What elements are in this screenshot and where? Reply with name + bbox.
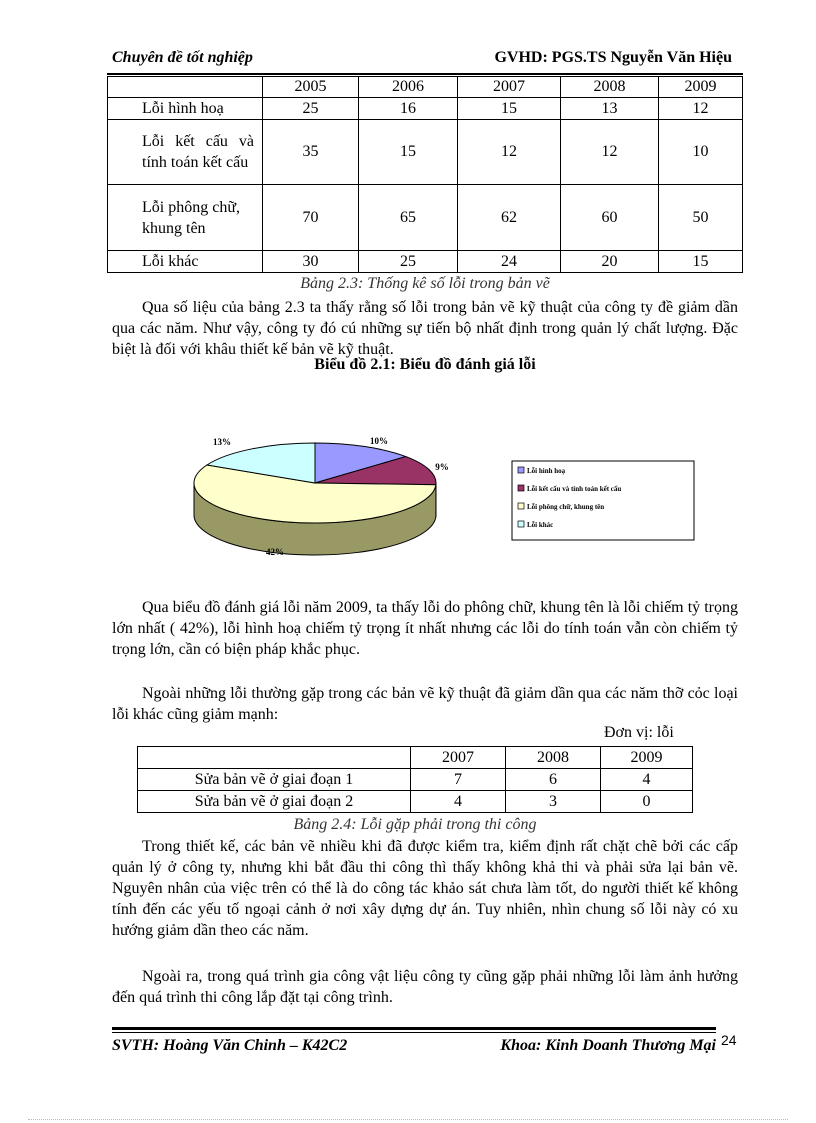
table-cell: 60 <box>561 185 659 251</box>
table-cell: 10 <box>659 120 743 185</box>
table-cell: 4 <box>411 791 506 813</box>
row-label: Lỗi hình hoạ <box>108 98 263 120</box>
table-row <box>108 185 743 251</box>
table-row <box>138 791 693 813</box>
table-header-row <box>138 747 693 769</box>
legend-swatch <box>518 467 524 473</box>
year-header: 2008 <box>561 77 659 98</box>
year-header: 2006 <box>359 77 458 98</box>
table-cell: 12 <box>659 98 743 120</box>
row-label: Sửa bản vẽ ở giai đoạn 1 <box>138 769 411 791</box>
paragraph: Ngoài những lỗi thường gặp trong các bản vẽ kỹ thuật đã giảm dần qua các năm thỡ cỏc loại lỗi khác cũng giảm mạnh: <box>112 685 738 723</box>
table-cell: 15 <box>659 251 743 273</box>
pie-data-label: 10% <box>370 436 388 446</box>
year-header: 2009 <box>659 77 743 98</box>
table-cell: 3 <box>506 791 601 813</box>
footer-right-text: Khoa: Kinh Doanh Thương Mại <box>500 1037 716 1054</box>
year-header: 2008 <box>506 747 601 769</box>
row-label: Lỗi kết cấu và tính toán kết cấu <box>108 120 263 185</box>
paragraph: Ngoài ra, trong quá trình gia công vật liệu công ty cũng gặp phải những lỗi làm ảnh hưởng đến quá trình thi công lắp đặt tại công trình. <box>112 968 738 1006</box>
error-stats-table <box>107 76 743 273</box>
footer-left-text: SVTH: Hoàng Văn Chinh – K42C2 <box>112 1037 348 1054</box>
table-row <box>138 769 693 791</box>
paragraph: Trong thiết kế, các bản vẽ nhiều khi đã được kiểm tra, kiểm định rất chặt chẽ bởi các cấp quản lý ở công ty, nhưng khi bắt đầu thi công thì thấy không khả thi và phải sửa lại bản vẽ. Nguyên nhân của việc trên có thể là do công tác khảo sát chưa làm tốt, do người thiết kế không tính đến các yếu tố ngoại cảnh ở nơi xây dựng dự án. Tuy nhiên, nhìn chung số lỗi này có xu hướng giảm dần theo các năm. <box>112 838 738 939</box>
construction-error-table <box>137 746 693 813</box>
table-row <box>108 251 743 273</box>
table-cell: 12 <box>458 120 561 185</box>
page-header <box>112 49 732 71</box>
legend-label: Lỗi phông chữ, khung tên <box>527 503 605 511</box>
table-cell: 12 <box>561 120 659 185</box>
year-header: 2007 <box>411 747 506 769</box>
row-label: Sửa bản vẽ ở giai đoạn 2 <box>138 791 411 813</box>
table-cell: 25 <box>359 251 458 273</box>
table-cell: 65 <box>359 185 458 251</box>
pie-chart <box>0 420 816 620</box>
table-cell: 62 <box>458 185 561 251</box>
year-header: 2005 <box>263 77 359 98</box>
footer-rule <box>112 1027 716 1030</box>
table-cell: 50 <box>659 185 743 251</box>
table-cell: 0 <box>601 791 693 813</box>
unit-label: Đơn vị: lỗi <box>604 724 674 741</box>
page-bottom-border <box>28 1119 788 1120</box>
table-cell: 25 <box>263 98 359 120</box>
pie-data-label: 9% <box>435 462 449 472</box>
legend-label: Lỗi kết cấu và tính toán kết cấu <box>527 485 622 493</box>
header-right-text: GVHD: PGS.TS Nguyễn Văn Hiệu <box>494 49 732 66</box>
footer-rule <box>112 1032 716 1033</box>
paragraph: Qua số liệu của bảng 2.3 ta thấy rằng số lỗi trong bản vẽ kỹ thuật của công ty đề giảm dần qua các năm. Như vậy, công ty đó cú những sự tiến bộ nhất định trong quản lý chất lượng. Đặc biệt là đối với khâu thiết kế bản vẽ kỹ thuật. <box>112 299 738 358</box>
legend-swatch <box>518 485 524 491</box>
header-rule <box>107 73 743 75</box>
row-label: Lỗi phông chữ, khung tên <box>108 185 263 251</box>
chart-title: Biểu đồ 2.1: Biểu đồ đánh giá lỗi <box>314 356 536 373</box>
legend-swatch <box>518 503 524 509</box>
table-corner-cell <box>108 77 263 98</box>
table-caption: Bảng 2.4: Lỗi gặp phải trong thi công <box>293 816 537 833</box>
table-cell: 7 <box>411 769 506 791</box>
legend-swatch <box>518 521 524 527</box>
table-cell: 30 <box>263 251 359 273</box>
table-cell: 16 <box>359 98 458 120</box>
table-cell: 35 <box>263 120 359 185</box>
table-header-row <box>108 77 743 98</box>
legend-label: Lỗi hình hoạ <box>527 467 566 475</box>
table-cell: 24 <box>458 251 561 273</box>
row-label: Lỗi khác <box>108 251 263 273</box>
table-corner-cell <box>138 747 411 769</box>
legend-label: Lỗi khác <box>527 521 554 529</box>
table-row <box>108 120 743 185</box>
table-cell: 15 <box>359 120 458 185</box>
table-cell: 20 <box>561 251 659 273</box>
paragraph: Qua biểu đồ đánh giá lỗi năm 2009, ta thấy lỗi do phông chữ, khung tên là lỗi chiếm tỷ trọng lớn nhất ( 42%), lỗi hình hoạ chiếm tỷ trọng ít nhất nhưng các lỗi do tính toán vẫn còn chiếm tỷ trọng lớn, cần có biện pháp khắc phục. <box>112 599 738 658</box>
year-header: 2009 <box>601 747 693 769</box>
pie-data-label: 42% <box>266 547 284 557</box>
header-left-text: Chuyên đề tốt nghiệp <box>112 49 253 66</box>
pie-data-label: 13% <box>213 437 231 447</box>
table-cell: 4 <box>601 769 693 791</box>
table-row <box>108 98 743 120</box>
table-cell: 6 <box>506 769 601 791</box>
table-cell: 15 <box>458 98 561 120</box>
table-cell: 13 <box>561 98 659 120</box>
page-number: 24 <box>721 1032 737 1048</box>
year-header: 2007 <box>458 77 561 98</box>
table-caption: Bảng 2.3: Thống kê số lỗi trong bản vẽ <box>300 275 550 292</box>
table-cell: 70 <box>263 185 359 251</box>
